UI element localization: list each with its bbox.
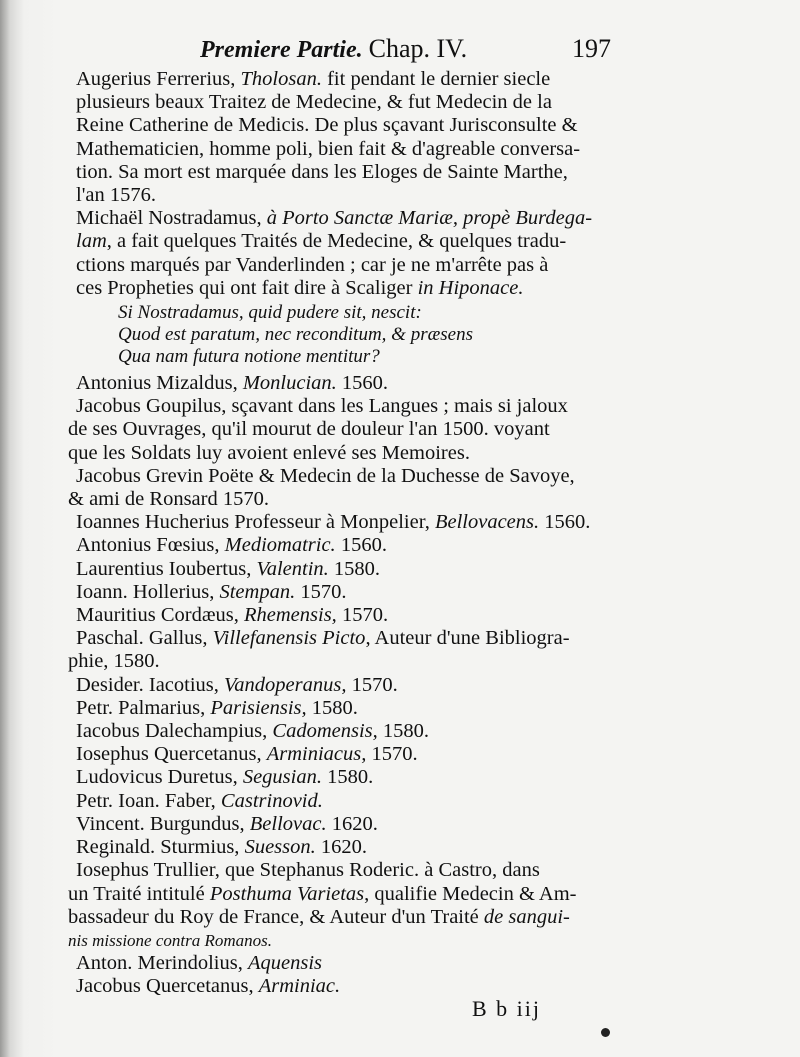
entry-name: Ioannes Hucherius Professeur à Monpelier, — [76, 511, 435, 534]
entry-date: 1570. — [336, 604, 389, 627]
entry-place: Monlucian. — [242, 372, 337, 395]
entry-place: Cadomensis, — [272, 720, 378, 743]
entry-name: Antonius Fœsius, — [76, 534, 225, 557]
place-name: Tholosan. — [240, 68, 322, 90]
entry-text: , Auteur d'une Bibliogra- — [365, 627, 570, 650]
entry-date: 1620. — [326, 812, 378, 835]
entry-continuation — [68, 883, 638, 906]
entry-name: Iosephus Trullier, que Stephanus Roderic. à Castro, dans — [76, 859, 540, 882]
entry-continuation: & ami de Ronsard 1570. — [68, 488, 269, 511]
text-run: , qualifie Medecin & Am- — [364, 882, 577, 905]
text-run: Augerius Ferrerius, — [76, 68, 241, 90]
entry-place: Parisiensis, — [210, 696, 307, 719]
text-run: bassadeur du Roy de France, & Auteur d'un Traité — [68, 905, 484, 928]
entry-continuation: que les Soldats luy avoient enlevé ses Memoires. — [68, 441, 470, 464]
entry-name: Iosephus Quercetanus, — [76, 743, 267, 766]
entry-place: Arminiac. — [258, 975, 341, 998]
entry-name: Jacobus Grevin Poëte & Medecin de la Duchesse de Savoye, — [76, 464, 575, 487]
entry-name: Mauritius Cordæus, — [76, 604, 244, 627]
list-item — [68, 511, 638, 534]
list-item — [68, 859, 638, 882]
entry-place: Aquensis — [247, 952, 322, 975]
entry-place: Bellovacens. — [434, 511, 540, 534]
entry-place: Villefanensis Picto — [212, 627, 366, 650]
entry-date: 1580. — [321, 766, 374, 789]
running-title — [200, 34, 467, 64]
entry-name: Anton. Merindolius, — [76, 952, 248, 975]
entry-date: 1560. — [539, 511, 591, 534]
text-line: Reine Catherine de Medicis. De plus sçavant Jurisconsulte & — [76, 114, 578, 137]
running-title-chapter: Chap. IV. — [368, 34, 468, 63]
text-line: tion. Sa mort est marquée dans les Eloges de Sainte Marthe, — [76, 160, 568, 183]
entry-date: 1580. — [306, 696, 358, 719]
text-line: plusieurs beaux Traitez de Medecine, & fut Medecin de la — [76, 91, 552, 114]
entry-name: Ludovicus Duretus, — [76, 766, 243, 789]
place-name: lam — [76, 230, 107, 253]
entry-date: 1580. — [377, 720, 430, 743]
list-item — [68, 558, 638, 581]
list-item — [68, 627, 638, 650]
text-run: un Traité intitulé — [68, 882, 210, 905]
page-header — [0, 28, 800, 68]
entry-date: 1560. — [335, 534, 387, 557]
list-item — [68, 790, 638, 813]
entry-place: Valentin. — [256, 557, 329, 580]
page-number: 197 — [572, 34, 611, 63]
quote-line: Si Nostradamus, quid pudere sit, nescit: — [118, 302, 422, 324]
entry-name: Petr. Palmarius, — [76, 696, 211, 719]
entry-date: 1620. — [315, 836, 367, 859]
entry-continuation: phie, 1580. — [68, 650, 160, 673]
entry-name: Vincent. Burgundus, — [76, 812, 250, 835]
work-title: de sangui- — [483, 905, 570, 928]
entry-place: Segusian. — [242, 766, 322, 789]
paragraph-ferrerius — [68, 68, 638, 207]
entry-continuation — [68, 906, 638, 929]
entry-continuation: nis missione contra Romanos. — [68, 930, 272, 950]
list-item — [68, 975, 638, 998]
entry-name: Ioann. Hollerius, — [76, 580, 220, 603]
text-run: , a fait quelques Traités de Medecine, & quelques tradu- — [106, 230, 567, 253]
running-title-part: Premiere Partie. — [200, 37, 363, 63]
quote-line: Qua nam futura notione mentitur? — [118, 346, 380, 368]
list-item — [68, 720, 638, 743]
body-text — [68, 68, 638, 999]
entry-place: Vandoperanus, — [224, 673, 347, 696]
text-line: ctions marqués par Vanderlinden ; car je ne m'arrête pas à — [76, 253, 549, 276]
list-item — [68, 395, 638, 418]
list-item — [68, 743, 638, 766]
entry-place: Rhemensis, — [244, 604, 337, 627]
ink-spot — [601, 1028, 610, 1037]
list-item — [68, 836, 638, 859]
list-item — [68, 372, 638, 395]
entry-name: Jacobus Goupilus, sçavant dans les Langues ; mais si jaloux — [76, 395, 568, 418]
entry-list — [68, 372, 638, 998]
entry-place: Arminiacus, — [266, 743, 367, 766]
entry-place: Castrinovid. — [220, 789, 323, 812]
entry-name: Paschal. Gallus, — [76, 627, 213, 650]
text-run: Michaël Nostradamus, — [76, 207, 267, 230]
entry-date: 1560. — [336, 372, 389, 395]
entry-name: Petr. Ioan. Faber, — [76, 789, 221, 812]
quote-line: Quod est paratum, nec reconditum, & præsens — [118, 324, 473, 346]
entry-place: Bellovac. — [249, 812, 327, 835]
paragraph-nostradamus — [68, 207, 638, 300]
list-item — [68, 581, 638, 604]
entry-name: Laurentius Ioubertus, — [76, 557, 257, 580]
list-item — [68, 465, 638, 488]
text-line: Mathematicien, homme poli, bien fait & d'agreable conversa- — [76, 137, 581, 160]
entry-name: Antonius Mizaldus, — [76, 372, 243, 395]
text-run: ces Propheties qui ont fait dire à Scaliger — [76, 276, 418, 299]
list-item — [68, 766, 638, 789]
entry-name: Jacobus Quercetanus, — [76, 975, 259, 998]
latin-quote — [68, 302, 638, 368]
list-item — [68, 604, 638, 627]
place-name: à Porto Sanctæ Mariæ, propè Burdega- — [266, 207, 593, 230]
entry-continuation: de ses Ouvrages, qu'il mourut de douleur l'an 1500. voyant — [68, 418, 550, 441]
entry-place: Mediomatric. — [224, 534, 336, 557]
entry-name: Desider. Iacotius, — [76, 673, 225, 696]
entry-date: 1580. — [328, 557, 381, 580]
list-item — [68, 674, 638, 697]
entry-place: Suesson. — [244, 836, 316, 859]
signature-mark: B b iij — [472, 996, 542, 1021]
list-item — [68, 534, 638, 557]
entry-date: 1570. — [366, 743, 418, 766]
entry-name: Reginald. Sturmius, — [76, 836, 245, 859]
text-line: l'an 1576. — [76, 184, 156, 207]
entry-date: 1570. — [295, 580, 347, 603]
entry-name: Iacobus Dalechampius, — [76, 720, 273, 743]
entry-date: 1570. — [346, 673, 398, 696]
entry-place: Stempan. — [219, 580, 296, 603]
list-item — [68, 813, 638, 836]
list-item — [68, 952, 638, 975]
work-title: Posthuma Varietas — [209, 882, 365, 905]
text-run: fit pendant le dernier siecle — [321, 68, 551, 90]
work-title: in Hiponace. — [417, 276, 524, 299]
list-item — [68, 697, 638, 720]
